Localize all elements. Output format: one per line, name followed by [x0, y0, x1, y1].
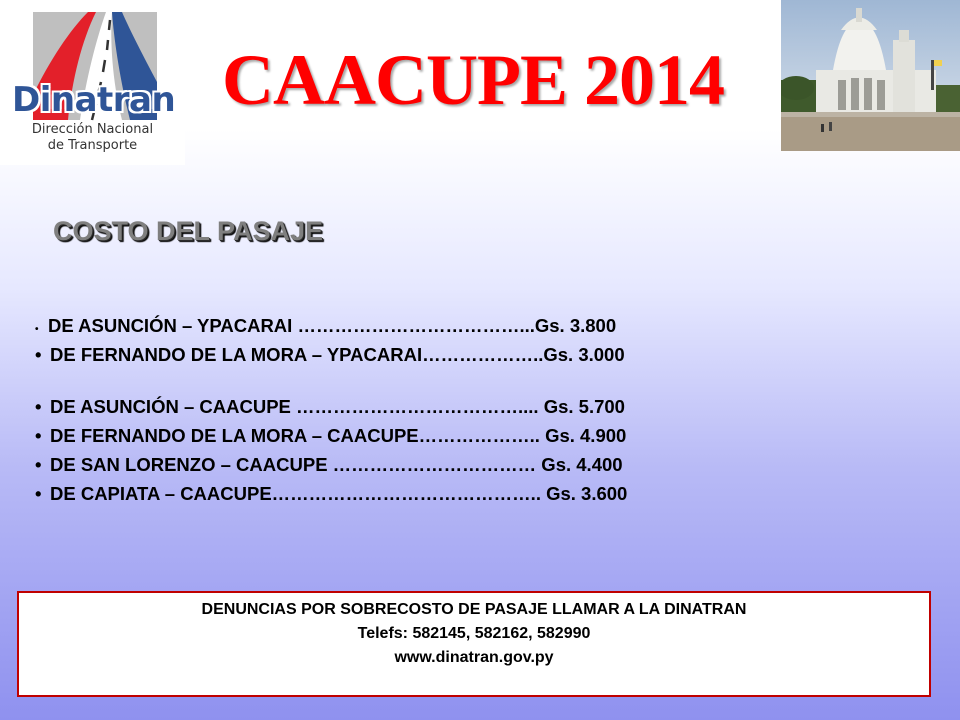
- bullet-icon: •: [35, 324, 39, 335]
- website-url: www.dinatran.gov.py: [394, 649, 554, 666]
- bullet-icon: •: [35, 396, 42, 417]
- section-heading: COSTO DEL PASAJE: [53, 216, 324, 246]
- fare-text: DE ASUNCIÓN – YPACARAI ………………………………...Gs. 3.800: [48, 315, 617, 336]
- bullet-icon: •: [35, 425, 42, 446]
- logo-subtitle-line2: de Transporte: [47, 138, 138, 153]
- dinatran-logo: [0, 0, 185, 165]
- fare-row: [35, 479, 835, 508]
- fare-row: [35, 421, 835, 450]
- fare-row: [35, 392, 835, 421]
- fare-text: DE SAN LORENZO – CAACUPE …………………………… Gs. 4.400: [50, 454, 623, 475]
- fare-text: DE FERNANDO DE LA MORA – YPACARAI………………..Gs. 3.000: [50, 344, 625, 365]
- page-title: CAACUPE 2014: [222, 40, 724, 120]
- complaint-notice-box: [17, 591, 931, 697]
- logo-wordmark: Dinatran: [12, 80, 176, 120]
- fare-row: [35, 311, 835, 340]
- fare-text: DE ASUNCIÓN – CAACUPE ……………………………….... Gs. 5.700: [50, 396, 625, 417]
- fare-group-spacer: [35, 369, 835, 392]
- bullet-icon: •: [35, 454, 42, 475]
- bullet-icon: •: [35, 344, 42, 365]
- fare-row: [35, 340, 835, 369]
- bullet-icon: •: [35, 483, 42, 504]
- fare-text: DE CAPIATA – CAACUPE…………………………………….. Gs. 3.600: [50, 483, 628, 504]
- complaint-notice-text: DENUNCIAS POR SOBRECOSTO DE PASAJE LLAMAR A LA DINATRAN: [201, 601, 747, 618]
- phone-numbers: Telefs: 582145, 582162, 582990: [357, 625, 591, 642]
- fare-list: [35, 311, 835, 508]
- basilica-photo: [781, 0, 960, 151]
- logo-subtitle-line1: Dirección Nacional: [31, 122, 154, 137]
- fare-row: [35, 450, 835, 479]
- fare-text: DE FERNANDO DE LA MORA – CAACUPE……………….. Gs. 4.900: [50, 425, 627, 446]
